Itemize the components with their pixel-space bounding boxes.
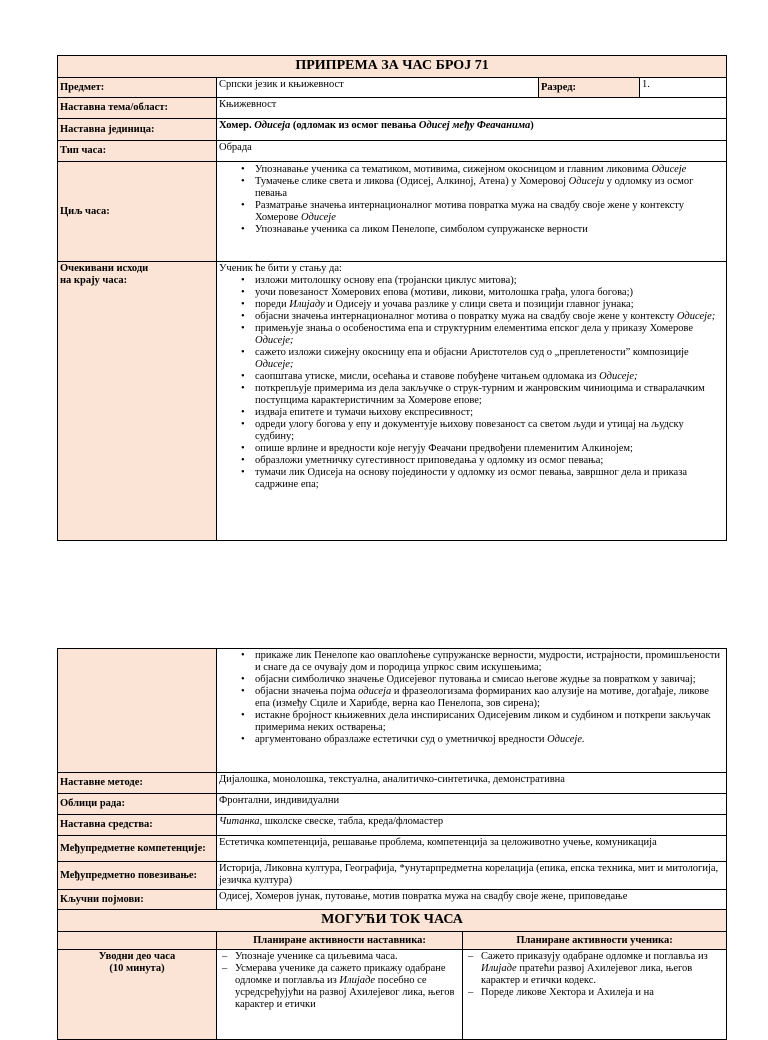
list-item-text: образложи уметничку сугестивност приповедања у одломку из осмог певања; [255,455,604,466]
list-item [255,299,724,311]
list-item-text: објасни значења интернационалног мотива о повратку мужа на свадбу своје жене у контексту [255,311,677,322]
list-item-italic: Илијаде [481,963,517,974]
list-item [255,674,724,686]
lesson-plan-table-page2 [57,648,727,1040]
list-item-text: сажето изложи сижејну окосницу епа и објасни Аристотелов суд о „преплетености” композиције [255,347,689,358]
list-item-italic: Одисеје; [255,359,294,370]
methods-label: Наставне методе: [58,773,217,794]
list-item-text: прикаже лик Пенелопе као оваплоћење супружанске верности, мудрости, истрајности, промишљености и снаге да се очувају дом и породица упркос свим искушењима; [255,650,721,673]
list-item [255,455,724,467]
methods-value: Дијалошка, монолошка, текстуална, аналитичко-синтетичка, демонстративна [217,773,727,794]
list-item-italic: Одисеје [651,164,687,175]
outcomes-intro: Ученик ће бити у стању да: [219,263,342,274]
goal-label: Циљ часа: [58,162,217,262]
unit-text-a: Хомер. [219,120,255,131]
list-item [255,371,724,383]
list-item-text: Разматрање значења интернационалног мотива повратка мужа на свадбу своје жене у контексту Хомерове [255,200,685,223]
forms-value: Фронтални, индивидуални [217,794,727,815]
list-item [255,686,724,710]
keys-label: Кључни појмови: [58,890,217,910]
unit-text-b: Одисеја [254,120,291,131]
means-textbook: Читанка [219,816,260,827]
list-item-text: тумачи лик Одисеја на основу појединости у одломку из осмог певања, завршног дела и приказа садржине епа; [255,467,688,490]
list-item [235,951,460,963]
list-item [255,323,724,347]
unit-text-c: (одломак из осмог певања [290,120,419,131]
unit-value [217,119,727,141]
list-item [255,275,724,287]
list-item-text: Упознавање ученика са ликом Пенелопе, симболом супружанске верности [255,224,588,235]
list-item-italic: Одисеји [568,176,605,187]
intro-label-text: Уводни део часа [98,951,176,962]
list-item-text: истакне бројност књижевних дела инспирисаних Одисејевим ликом и судбином и поткрепи закључак примерима неких остварења; [255,710,711,733]
list-item-text: примењује знања о особеностима епа и структурним елементима епског дела у приказу Хомерове [255,323,694,334]
list-item-text: аргументовано образлаже естетички суд о уметничкој вредности [255,734,548,745]
subject-value: Српски језик и књижевност [217,78,539,98]
list-item [255,176,724,200]
list-item [235,963,460,1011]
teacher-header: Планиране активности наставника: [217,932,463,950]
list-item [255,347,724,371]
goal-list [219,164,724,236]
list-item-text: објасни симболичко значење Одисејевог путовања и смисао његове жудње за повратком у завичај; [255,674,696,685]
list-item-text: Усмерава ученике да сажето прикажу одабране одломке и поглавља из [235,963,446,986]
list-item-italic: одисеја [358,686,392,697]
list-item [255,311,724,323]
list-item [481,951,724,987]
topic-label: Наставна тема/област: [58,98,217,119]
list-item [255,467,724,491]
list-item-text: уочи повезаност Хомерових епова (мотиви, ликови, митолошка грађа, улога богова;) [255,287,633,298]
flow-title: МОГУЋИ ТОК ЧАСА [58,910,727,932]
list-item [255,200,724,224]
type-label: Тип часа: [58,141,217,162]
list-item [255,287,724,299]
unit-text-d: Одисеј међу Феачанима [418,120,531,131]
list-item-text: Тумачење слике света и ликова (Одисеј, Алкиној, Атена) у Хомеровој [255,176,569,187]
page-title: ПРИПРЕМА ЗА ЧАС БРОЈ 71 [58,56,727,78]
list-item [255,164,724,176]
list-item-text: и фразеологизама формираних као алузије на мотиве, догађаје, ликове епа (између Сциле и Харибде, верна као Пенелопа, зов сирена); [255,686,709,709]
intro-label [58,950,217,1040]
student-header: Планиране активности ученика: [463,932,727,950]
list-item-text: опише врлине и вредности које негују Феачани предвођени племенитим Алкинојем; [255,443,633,454]
subject-label: Предмет: [58,78,217,98]
outcomes-label-line1: Очекивани исходи [60,263,149,274]
list-item-italic: Одисеје; [255,335,294,346]
competences-value: Естетичка компетенција, решавање проблема, компетенција за целоживотно учење, комуникација [217,836,727,862]
type-value: Обрада [217,141,727,162]
list-item-text: пореди [255,299,290,310]
grade-value: 1. [640,78,727,98]
list-item [255,383,724,407]
outcomes-cont-cell [217,649,727,773]
list-item-italic: Одисеје; [676,311,716,322]
list-item-text: Упознавање ученика са тематиком, мотивима, сижејном окосницом и главним ликовима [255,164,652,175]
list-item-italic: Илијаде [339,975,376,986]
competences-label: Међупредметне компетенције: [58,836,217,862]
list-item [255,710,724,734]
outcomes-list [219,275,724,491]
list-item-text: поткрепљује примерима из дела закључке о струк-турним и жанровским чиниоцима и стваралачким поступцима карактеристичним за Хомерове епове; [255,383,705,406]
outcomes-label [58,262,217,541]
list-item-text: пратећи развој Ахилејевог лика, његов карактер и етички кодекс. [481,963,693,986]
list-item-text: посебно се усредсређујући на развој Ахилејевог лика, његов карактер и етички [235,975,455,1010]
list-item [255,224,724,236]
list-item-text: издваја епитете и тумачи њихову експресивност; [255,407,474,418]
flow-corner [58,932,217,950]
list-item-text: Пореде ликове Хектора и Ахилеја и на [481,987,654,998]
outcomes-label-line2: на крају часа: [60,275,128,286]
list-item-italic: Одисеје; [599,371,638,382]
list-item [481,987,724,999]
outcomes-cont-list [219,650,724,746]
teacher-list [219,951,460,1011]
list-item [255,419,724,443]
means-rest: , школске свеске, табла, креда/фломастер [259,816,444,827]
topic-value: Књижевност [217,98,727,119]
intro-time: (10 минута) [109,963,165,974]
links-value: Историја, Ликовна култура, Географија, *унутарпредметна корелација (епика, епска техника, мит и митологија, језичка култура) [217,862,727,890]
student-list [465,951,724,999]
list-item-text: и Одисеју и уочава разлике у слици света и позицији главног јунака; [324,299,634,310]
list-item [255,407,724,419]
lesson-plan-table-page1 [57,55,727,541]
links-label: Међупредметно повезивање: [58,862,217,890]
list-item [255,443,724,455]
list-item-italic: Одисеје [300,212,336,223]
list-item-text: изложи митолошку основу епа (тројански циклус митова); [255,275,517,286]
unit-text-e: ) [530,120,534,131]
list-item-text: Упознаје ученике са циљевима часа. [235,951,398,962]
student-activities [463,950,727,1040]
list-item-text: у одломку из осмог певања [255,176,694,199]
list-item-text: Сажето приказују одабране одломке и поглавља из [481,951,708,962]
outcomes-cell [217,262,727,541]
list-item-text: објасни значења појма [255,686,359,697]
teacher-activities [217,950,463,1040]
keys-value: Одисеј, Хомеров јунак, путовање, мотив повратка мужа на свадбу своје жене, приповедање [217,890,727,910]
list-item [255,650,724,674]
unit-label: Наставна јединица: [58,119,217,141]
list-item [255,734,724,746]
list-item-italic: Илијаду [289,299,325,310]
means-label: Наставна средства: [58,815,217,836]
list-item-italic: Одисеје. [547,734,585,745]
outcomes-cont-label [58,649,217,773]
grade-label: Разред: [539,78,640,98]
list-item-text: саопштава утиске, мисли, осећања и ставове побуђене читањем одломака из [255,371,600,382]
forms-label: Облици рада: [58,794,217,815]
goal-cell [217,162,727,262]
means-value [217,815,727,836]
list-item-text: одреди улогу богова у епу и документује њихову повезаност са светом људи и утицај на људску судбину; [255,419,684,442]
